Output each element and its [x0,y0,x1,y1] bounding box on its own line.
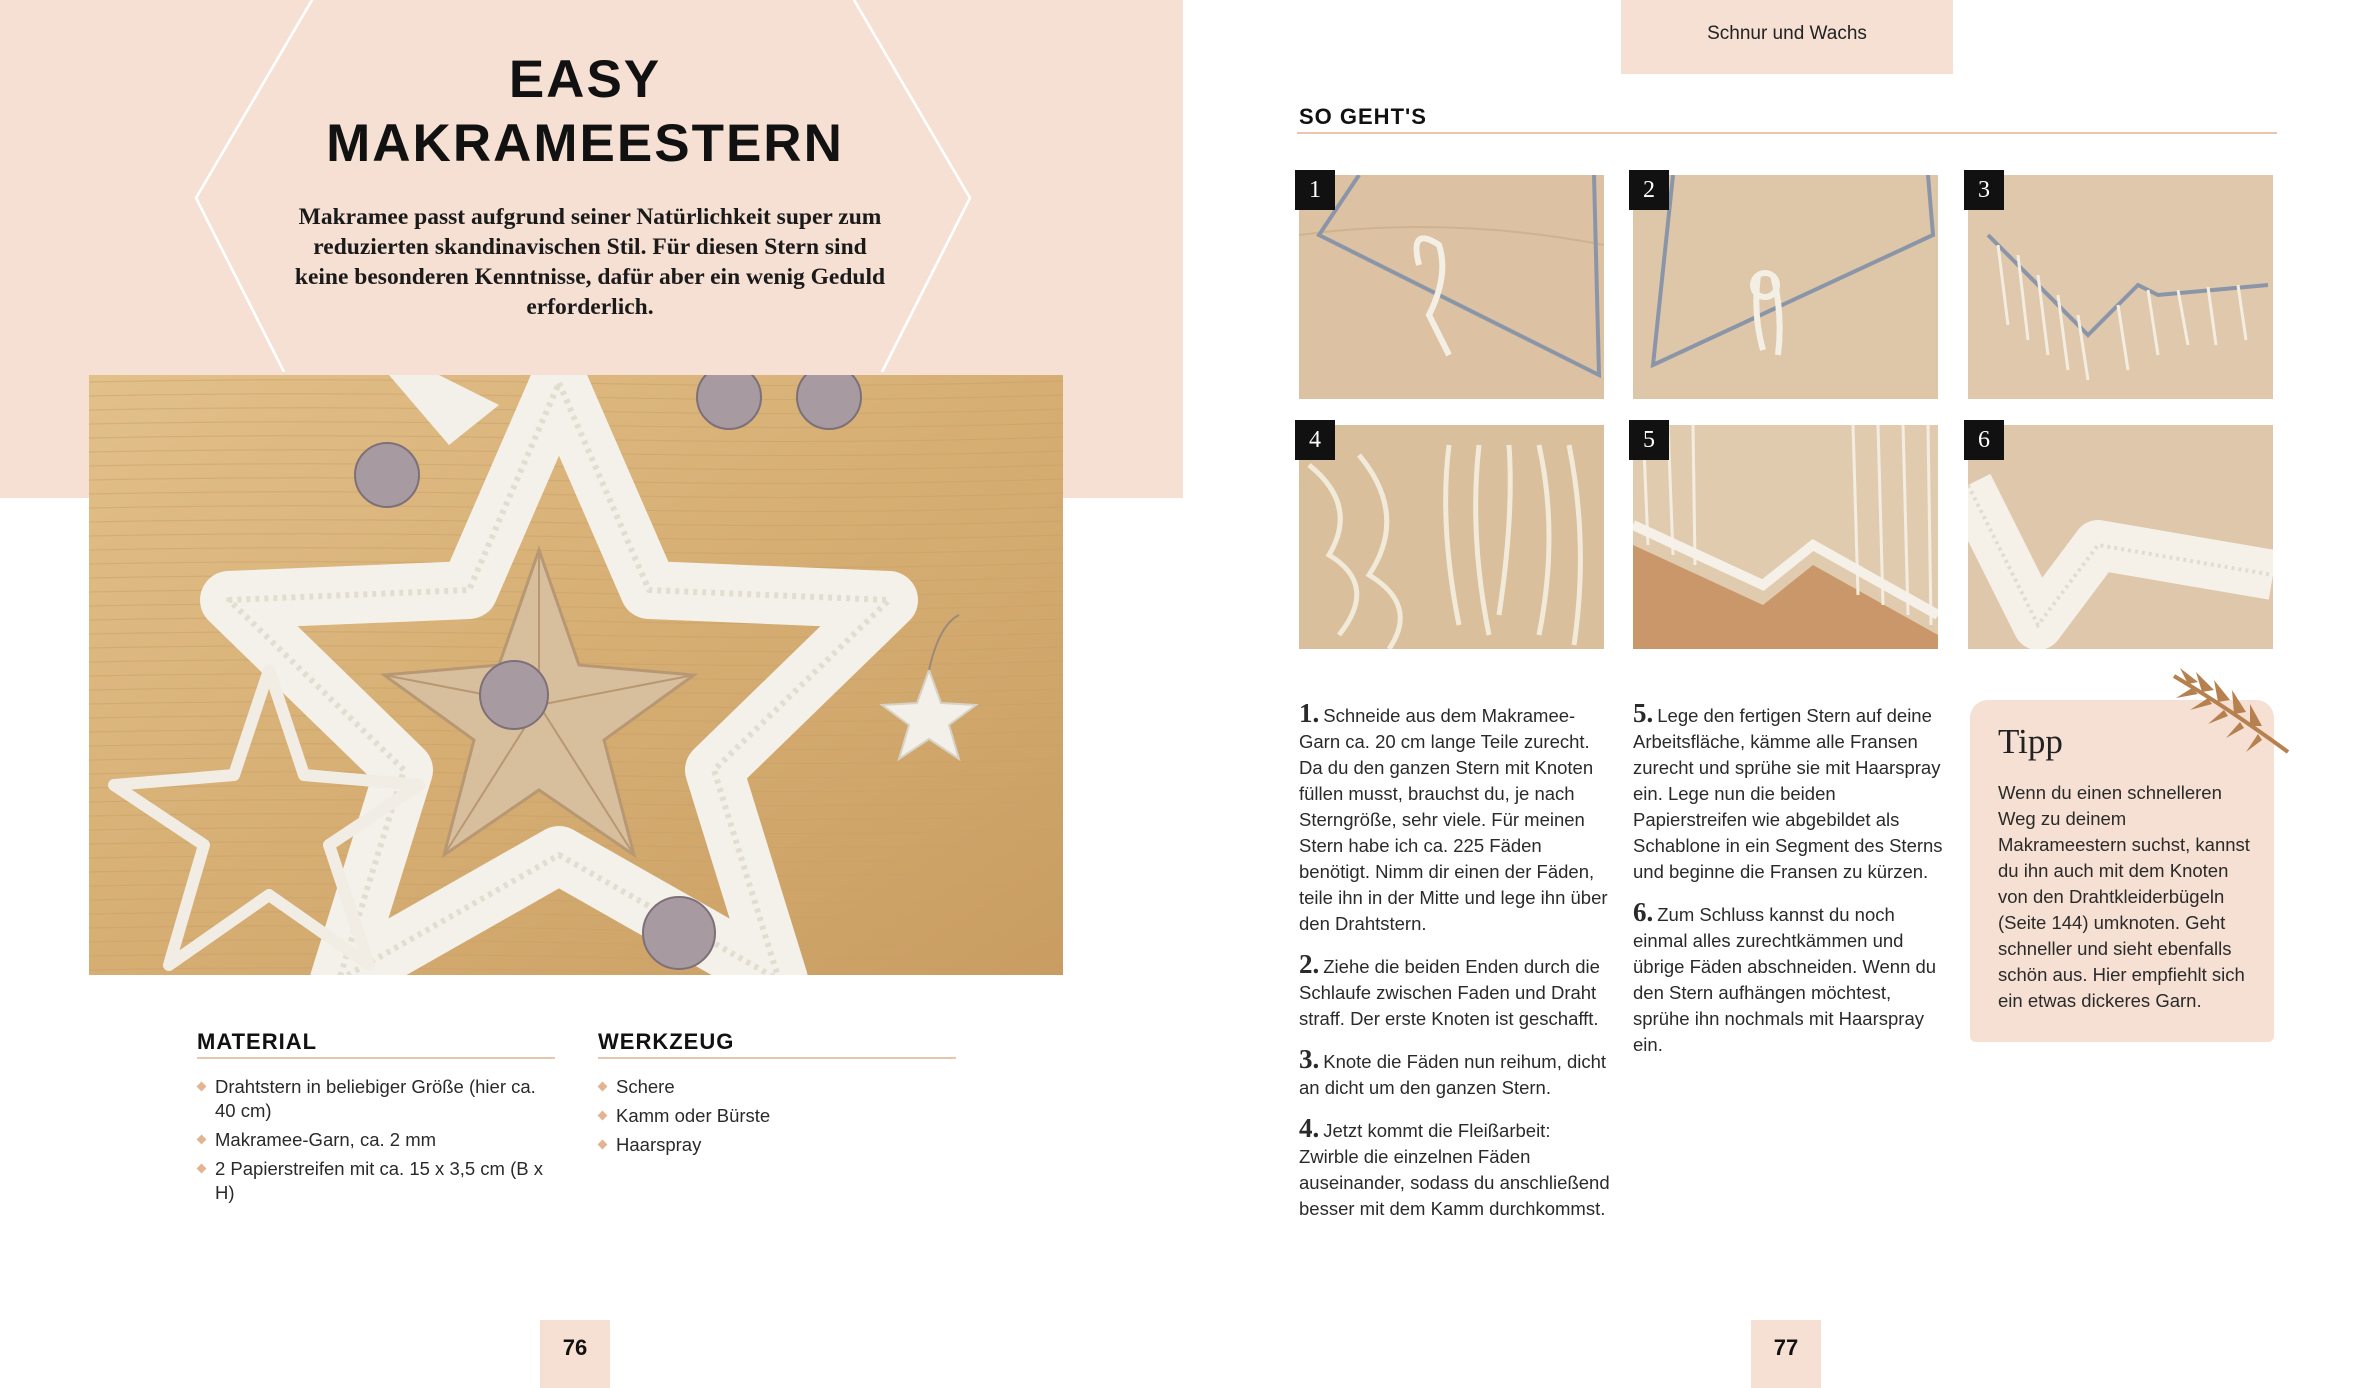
material-heading: MATERIAL [197,1029,318,1054]
step-badge-6: 6 [1964,420,2004,460]
step-5: 5. Lege den fertigen Stern auf deine Arbeitsfläche, kämme alle Fransen zurecht und sprühe sie mit Haarspray ein. Lege nun die beiden Papierstreifen wie abgebildet als Schablone in ein Segment des Sterns und beginne die Fransen zu kürzen. [1633,698,1943,882]
step-photo-3 [1968,175,2273,399]
werkzeug-list [598,1075,958,1162]
title-line-2: MAKRAMEESTERN [326,114,844,173]
material-rule [197,1057,555,1059]
step-2: 2. Ziehe die beiden Enden durch die Schlaufe zwischen Faden und Draht straff. Der erste Knoten ist geschafft. [1299,949,1600,1029]
list-item: Haarspray [598,1133,958,1157]
list-item: 2 Papierstreifen mit ca. 15 x 3,5 cm (B x H) [197,1157,557,1205]
instructions-column-2 [1633,700,1945,1072]
tip-title: Tipp [1998,722,2063,761]
leaf-sprig-icon [2168,668,2294,756]
list-item: Kamm oder Bürste [598,1104,958,1128]
tip-text: Wenn du einen schnelleren Weg zu deinem Makrameestern suchst, kannst du ihn auch mit dem Knoten von den Drahtkleiderbügeln (Seite 144) umknoten. Geht schneller und sieht ebenfalls schön aus. Hier empfiehlt sich ein etwas dickeres Garn. [1998,782,2250,1011]
step-photo-4 [1299,425,1604,649]
list-item: Schere [598,1075,958,1099]
step-badge-2: 2 [1629,170,1669,210]
instructions-column-1 [1299,700,1611,1236]
step-badge-3: 3 [1964,170,2004,210]
step-badge-4: 4 [1295,420,1335,460]
step-photo-2 [1633,175,1938,399]
step-3: 3. Knote die Fäden nun reihum, dicht an dicht um den ganzen Stern. [1299,1044,1607,1098]
step-6: 6. Zum Schluss kannst du noch einmal alles zurechtkämmen und übrige Fäden abschneiden. Wenn du den Stern aufhängen möchtest, sprühe ihn nochmals mit Haarspray ein. [1633,897,1937,1055]
step-photo-6 [1968,425,2273,649]
step-photo-5 [1633,425,1938,649]
title-line-1: EASY [508,50,662,109]
werkzeug-heading: WERKZEUG [598,1029,735,1054]
step-4: 4. Jetzt kommt die Fleißarbeit: Zwirble die einzelnen Fäden auseinander, sodass du anschließend besser mit dem Kamm durchkommst. [1299,1113,1610,1219]
hero-photo [89,375,1063,975]
page-number-right: 77 [1751,1320,1821,1388]
list-item: Drahtstern in beliebiger Größe (hier ca. 40 cm) [197,1075,557,1123]
page-title [260,48,910,176]
step-1: 1. Schneide aus dem Makramee-Garn ca. 20 cm lange Teile zurecht. Da du den ganzen Stern mit Knoten füllen musst, brauchst du, je nach Sterngröße, sehr viele. Für meinen Stern habe ich ca. 225 Fäden benötigt. Nimm dir einen der Fäden, teile ihn in der Mitte und lege ihn über den Drahtstern. [1299,698,1608,934]
material-list [197,1075,557,1210]
step-badge-1: 1 [1295,170,1335,210]
list-item: Makramee-Garn, ca. 2 mm [197,1128,557,1152]
step-badge-5: 5 [1629,420,1669,460]
step-photo-1 [1299,175,1604,399]
intro-text: Makramee passt aufgrund seiner Natürlichkeit super zum reduzierten skandinavischen Stil. Für diesen Stern sind keine besonderen Kenntnisse, dafür aber ein wenig Geduld erforderlich. [294,204,886,320]
howto-rule [1297,132,2277,134]
howto-heading: SO GEHT'S [1299,104,1427,129]
page-number-left: 76 [540,1320,610,1388]
werkzeug-rule [598,1057,956,1059]
chapter-tab: Schnur und Wachs [1621,0,1953,74]
